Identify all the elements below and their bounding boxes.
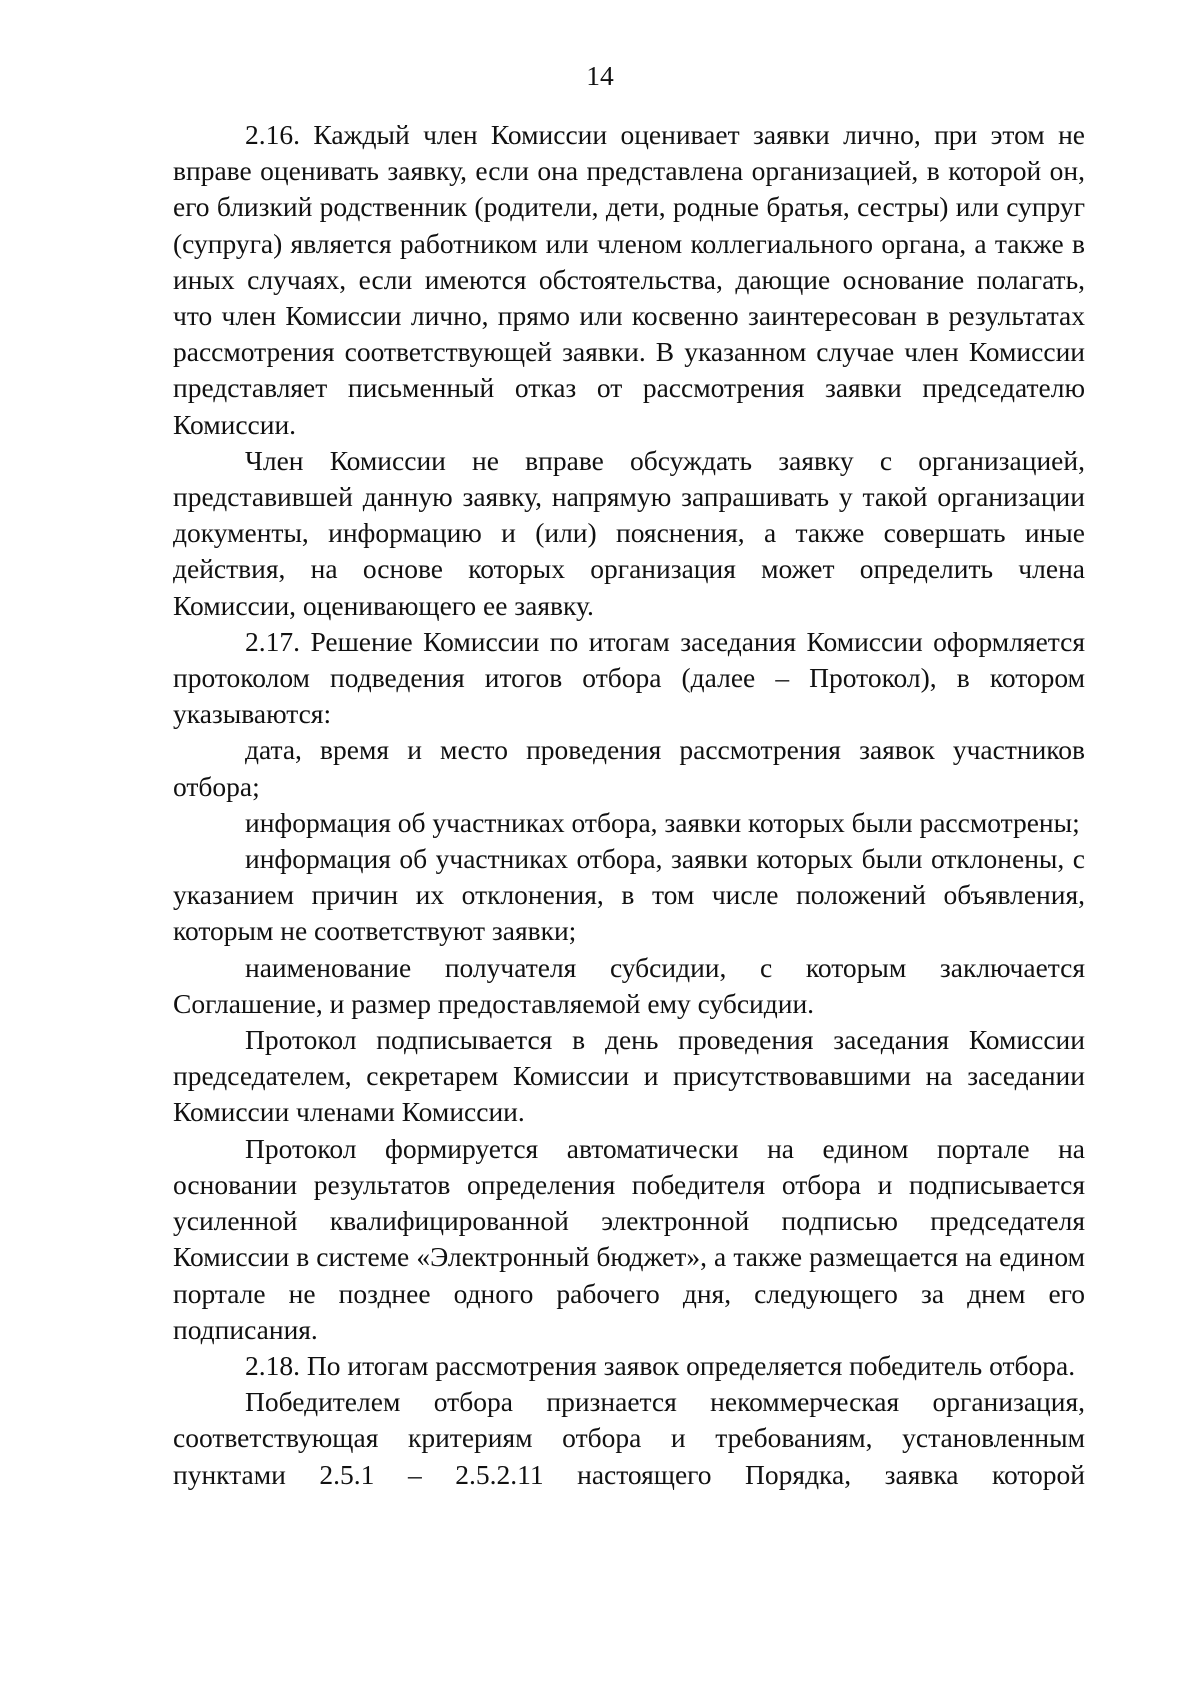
list-item-reviewed-participants: информация об участниках отбора, заявки которых были рассмотрены;	[245, 806, 1080, 838]
page-number: 14	[586, 60, 614, 91]
paragraph-winner-definition: Победителем отбора признается некоммерческая организация, соответствующая критериям отбора и требованиям, установленным пунктами 2.5.1 – 2.5.2.11 настоящего Порядка, заявка которой	[173, 1386, 1085, 1490]
paragraph-protocol-generation: Протокол формируется автоматически на едином портале на основании результатов определения победителя отбора и подписывается усиленной квалифицированной электронной подписью председателя Комиссии в системе «Электронный бюджет», а также размещается на едином портале не позднее одного рабочего дня, следующего за днем его подписания.	[173, 1132, 1085, 1345]
paragraph-protocol-signing: Протокол подписывается в день проведения заседания Комиссии председателем, секретарем Комиссии и присутствовавшими на заседании Комиссии членами Комиссии.	[173, 1024, 1085, 1128]
paragraph-2-17: 2.17. Решение Комиссии по итогам заседания Комиссии оформляется протоколом подведения итогов отбора (далее – Протокол), в котором указываются:	[173, 625, 1085, 730]
list-item-rejected-participants: информация об участниках отбора, заявки которых были отклонены, с указанием причин их отклонения, в том числе положений объявления, которым не соответствуют заявки;	[173, 843, 1085, 947]
paragraph-2-16: 2.16. Каждый член Комиссии оценивает заявки лично, при этом не вправе оценивать заявку, если она представлена организацией, в которой он, его близкий родственник (родители, дети, родные братья, сестры) или супруг (супруга) является работником или членом коллегиального органа, а также в иных случаях, если имеются обстоятельства, дающие основание полагать, что член Комиссии лично, прямо или косвенно заинтересован в результатах рассмотрения соответствующей заявки. В указанном случае член Комиссии представляет письменный отказ от рассмотрения заявки председателю Комиссии.	[173, 119, 1085, 440]
paragraph-2-18: 2.18. По итогам рассмотрения заявок определяется победитель отбора.	[245, 1349, 1076, 1381]
list-item-date-time-place: дата, время и место проведения рассмотрения заявок участников отбора;	[173, 734, 1085, 802]
list-item-recipient-name: наименование получателя субсидии, с которым заключается Соглашение, и размер предоставляемой ему субсидии.	[173, 951, 1085, 1019]
paragraph-member-restrictions: Член Комиссии не вправе обсуждать заявку с организацией, представившей данную заявку, напрямую запрашивать у такой организации документы, информацию и (или) пояснения, а также совершать иные действия, на основе которых организация может определить члена Комиссии, оценивающего ее заявку.	[173, 444, 1085, 621]
document-body	[173, 117, 1085, 1493]
